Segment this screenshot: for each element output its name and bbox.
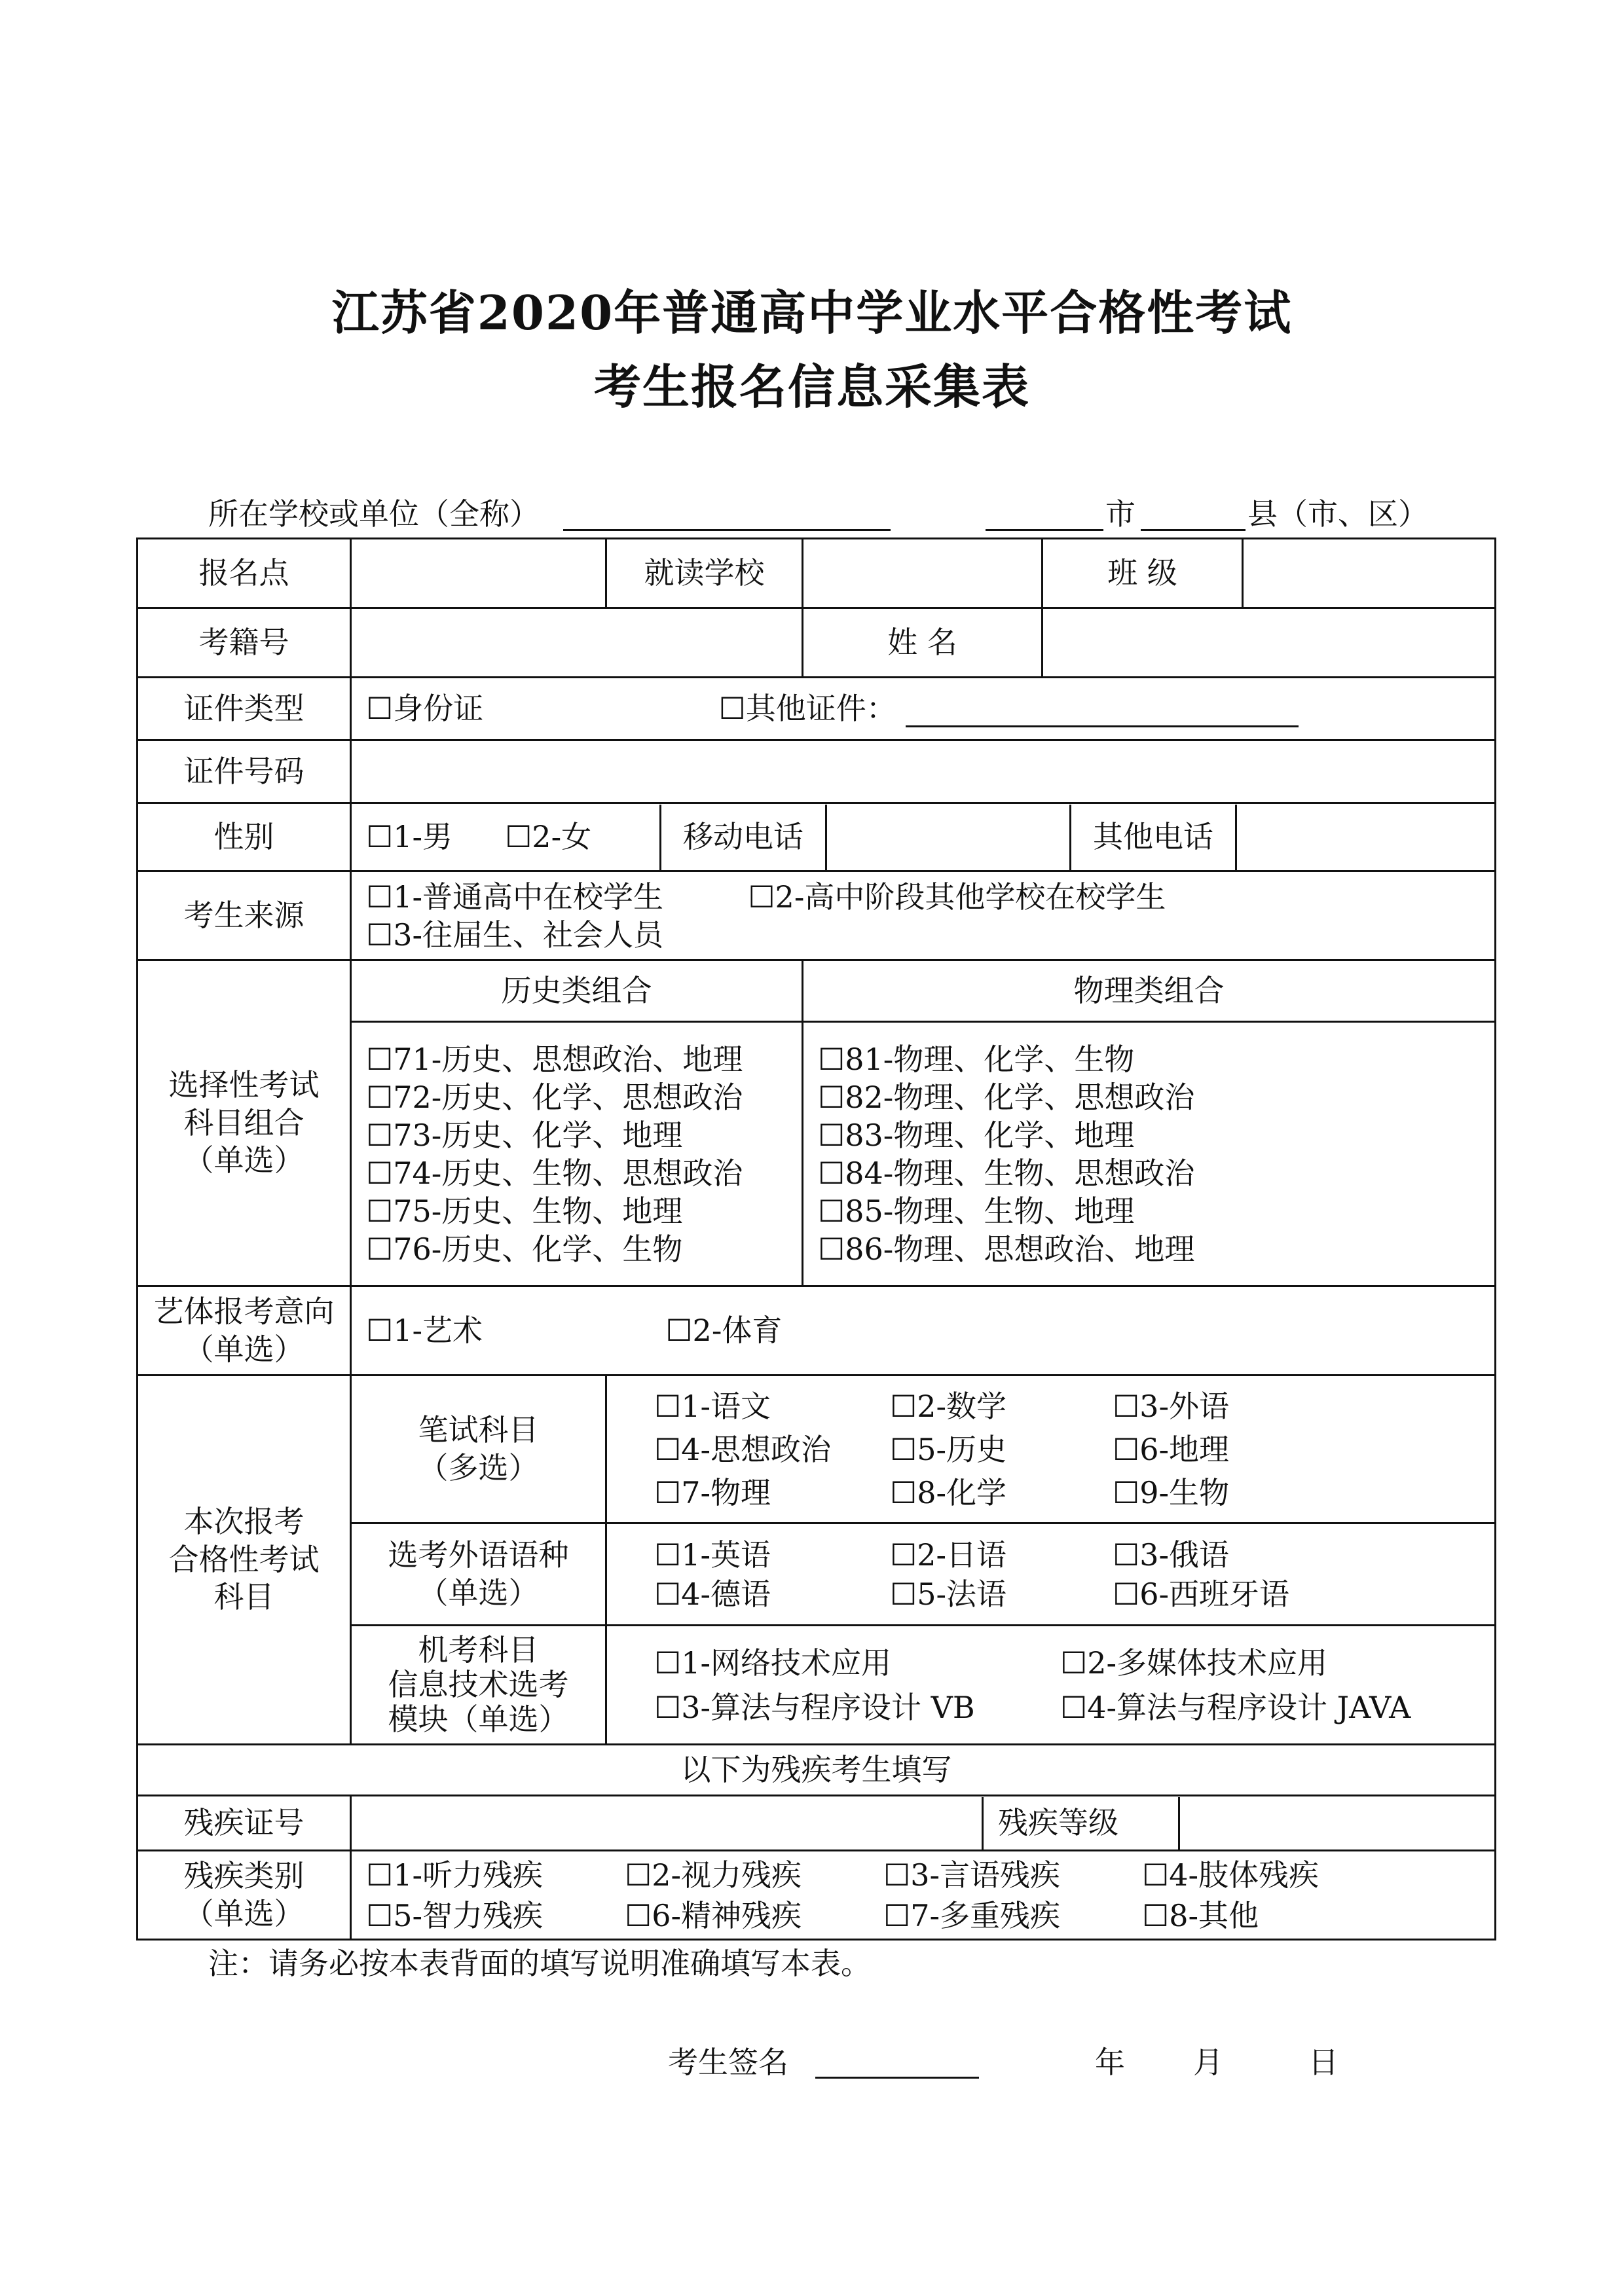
date-month-label: 月 [1193,2045,1223,2080]
written-subject-option[interactable]: ☐8-化学 [890,1474,1007,1510]
language-option[interactable]: ☐5-法语 [890,1576,1007,1612]
school-field[interactable] [803,539,1043,608]
computer-option[interactable]: ☐4-算法与程序设计 JAVA [1060,1689,1411,1725]
elective-label: 选择性考试 科目组合 （单选） [138,960,351,1286]
computer-subjects-label: 机考科目 信息技术选考 模块（单选） [351,1626,606,1745]
elective-option[interactable]: ☐86-物理、思想政治、地理 [818,1231,1195,1267]
written-subject-option[interactable]: ☐3-外语 [1113,1388,1230,1424]
disability-section-header: 以下为残疾考生填写 [138,1745,1496,1796]
elective-option[interactable]: ☐85-物理、生物、地理 [818,1193,1135,1229]
elective-option[interactable]: ☐75-历史、生物、地理 [366,1193,683,1229]
language-option[interactable]: ☐6-西班牙语 [1113,1576,1290,1612]
written-subject-option[interactable]: ☐7-物理 [654,1474,771,1510]
disability-type-option[interactable]: ☐4-肢体残疾 [1142,1857,1320,1893]
row-disability-type [138,1851,1496,1940]
source-option-other-school[interactable]: ☐2-高中阶段其他学校在校学生 [748,879,1166,915]
history-group-header: 历史类组合 [351,960,803,1022]
other-phone-label: 其他电话 [1069,805,1235,870]
elective-option[interactable]: ☐76-历史、化学、生物 [366,1231,683,1267]
language-option[interactable]: ☐4-德语 [654,1576,771,1612]
date-day-label: 日 [1308,2045,1338,2080]
signature-label: 考生签名 [668,2045,788,2080]
row-written-subjects [138,1376,1496,1523]
class-label: 班 级 [1043,539,1243,608]
class-field[interactable] [1243,539,1496,608]
physics-group-header: 物理类组合 [803,960,1496,1022]
written-subject-option[interactable]: ☐2-数学 [890,1388,1007,1424]
language-label: 选考外语语种 （单选） [351,1523,606,1626]
registration-form-table [136,538,1496,1941]
arts-option-art[interactable]: ☐1-艺术 [366,1312,483,1348]
id-type-options [351,678,1496,740]
arts-label: 艺体报考意向 （单选） [138,1286,351,1376]
row-id-type [138,678,1496,740]
form-title: 江苏省2020年普通高中学业水平合格性考试 [331,285,1293,340]
disability-type-option[interactable]: ☐7-多重残疾 [883,1897,1061,1933]
elective-option[interactable]: ☐72-历史、化学、思想政治 [366,1079,743,1115]
city-suffix: 市 [1105,496,1135,532]
other-id-field[interactable] [906,699,1299,727]
exam-id-field[interactable] [351,608,803,678]
computer-option[interactable]: ☐1-网络技术应用 [654,1645,892,1681]
row-elective-header [138,960,1496,1022]
disability-level-label: 残疾等级 [982,1797,1178,1850]
language-option[interactable]: ☐2-日语 [890,1537,1007,1573]
other-id-checkbox[interactable]: ☐其他证件： [718,690,896,726]
female-checkbox[interactable]: ☐2-女 [505,818,592,854]
id-number-boxes[interactable] [351,740,1496,803]
id-card-checkbox[interactable]: ☐身份证 [366,690,484,726]
disability-type-option[interactable]: ☐6-精神残疾 [625,1897,802,1933]
written-subject-option[interactable]: ☐1-语文 [654,1388,771,1424]
male-checkbox[interactable]: ☐1-男 [366,818,453,854]
gender-label: 性别 [138,803,351,871]
county-suffix: 县（市、区） [1247,496,1428,532]
form-subtitle: 考生报名信息采集表 [593,359,1030,414]
row-registration [138,539,1496,608]
disability-type-option[interactable]: ☐5-智力残疾 [366,1897,544,1933]
city-field[interactable] [986,529,1103,531]
elective-option[interactable]: ☐74-历史、生物、思想政治 [366,1155,743,1191]
disability-type-option[interactable]: ☐2-视力残疾 [625,1857,802,1893]
language-option[interactable]: ☐3-俄语 [1113,1537,1230,1573]
source-option-current[interactable]: ☐1-普通高中在校学生 [366,879,664,915]
signature-field[interactable] [815,2077,979,2079]
id-number-label: 证件号码 [138,740,351,803]
source-label: 考生来源 [138,871,351,960]
name-label: 姓 名 [803,608,1043,678]
written-subject-option[interactable]: ☐5-历史 [890,1431,1007,1467]
registration-point-field[interactable] [351,539,606,608]
id-type-label: 证件类型 [138,678,351,740]
school-field-label: 就读学校 [606,539,803,608]
form-note: 注：请务必按本表背面的填写说明准确填写本表。 [208,1946,871,1981]
name-field[interactable] [1043,608,1496,678]
written-subject-option[interactable]: ☐4-思想政治 [654,1431,832,1467]
written-subject-option[interactable]: ☐9-生物 [1113,1474,1230,1510]
computer-option[interactable]: ☐3-算法与程序设计 VB [654,1689,975,1725]
school-name-field[interactable] [563,529,891,531]
date-year-label: 年 [1095,2045,1125,2080]
exam-id-label: 考籍号 [138,608,351,678]
row-exam-id [138,608,1496,678]
disability-cert-label: 残疾证号 [138,1796,351,1851]
elective-option[interactable]: ☐71-历史、思想政治、地理 [366,1041,743,1077]
elective-option[interactable]: ☐83-物理、化学、地理 [818,1117,1135,1153]
language-option[interactable]: ☐1-英语 [654,1537,771,1573]
elective-option[interactable]: ☐81-物理、化学、生物 [818,1041,1135,1077]
row-gender-phone [138,803,1496,871]
computer-option[interactable]: ☐2-多媒体技术应用 [1060,1645,1328,1681]
elective-option[interactable]: ☐73-历史、化学、地理 [366,1117,683,1153]
history-options [351,1022,803,1286]
source-option-previous[interactable]: ☐3-往届生、社会人员 [366,917,664,953]
row-disability-header [138,1745,1496,1796]
registration-point-label: 报名点 [138,539,351,608]
disability-cert-field[interactable] [352,1797,982,1850]
elective-option[interactable]: ☐84-物理、生物、思想政治 [818,1155,1195,1191]
written-subject-option[interactable]: ☐6-地理 [1113,1431,1230,1467]
disability-type-option[interactable]: ☐3-言语残疾 [883,1857,1061,1893]
arts-option-sport[interactable]: ☐2-体育 [665,1312,783,1348]
other-phone-field[interactable] [1235,805,1494,870]
row-disability-cert [138,1796,1496,1851]
disability-type-option[interactable]: ☐1-听力残疾 [366,1857,544,1893]
disability-type-option[interactable]: ☐8-其他 [1142,1897,1259,1933]
mobile-field[interactable] [825,805,1069,870]
county-field[interactable] [1141,529,1246,531]
row-arts [138,1286,1496,1376]
mobile-label: 移动电话 [659,805,825,870]
row-id-number [138,740,1496,803]
written-subjects-label: 笔试科目 （多选） [351,1376,606,1523]
physics-options [803,1022,1496,1286]
disability-type-label: 残疾类别 （单选） [138,1851,351,1940]
elective-option[interactable]: ☐82-物理、化学、思想政治 [818,1079,1195,1115]
disability-level-field[interactable] [1178,1797,1494,1850]
subjects-label: 本次报考 合格性考试 科目 [138,1376,351,1745]
school-label: 所在学校或单位（全称） [208,496,540,532]
row-source [138,871,1496,960]
